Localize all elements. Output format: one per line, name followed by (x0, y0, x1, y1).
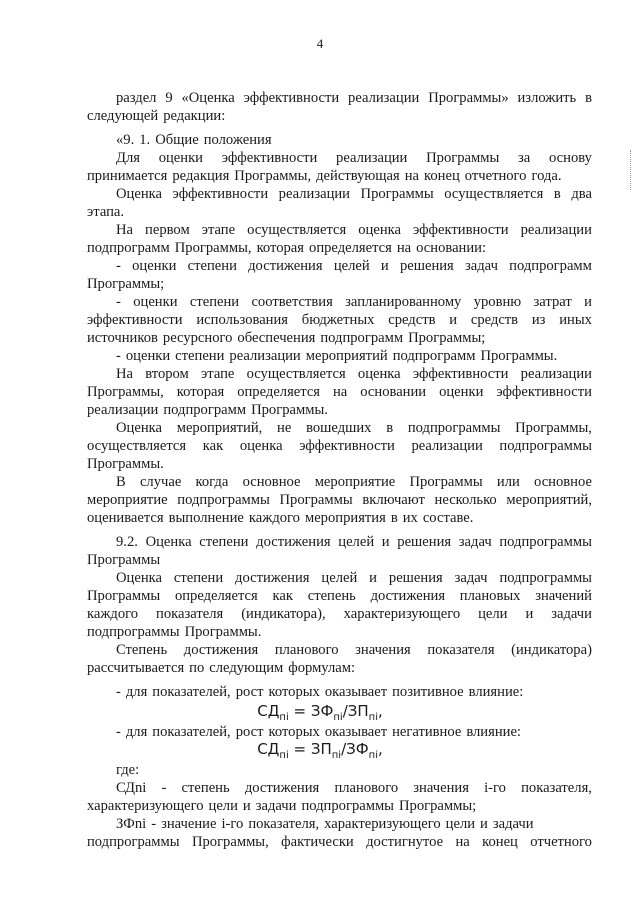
word: рост (235, 724, 264, 740)
word: рост (235, 684, 264, 700)
word: определяется (309, 240, 392, 256)
word: подпрограмм (163, 402, 247, 418)
word: достигнутое (366, 834, 444, 850)
text-line (87, 660, 592, 677)
word: подпрограммы (407, 420, 501, 436)
word: случае (139, 474, 182, 490)
text-line (87, 588, 592, 605)
word: на (455, 834, 470, 850)
word: характеризующего (324, 816, 441, 832)
word: Оценка (116, 420, 162, 436)
word: Программы; (87, 276, 165, 292)
word: реализации (520, 222, 592, 238)
word: - (161, 780, 167, 796)
word: этапа. (87, 204, 125, 220)
text-line (116, 642, 592, 659)
word: эффективности (243, 90, 340, 106)
word: не (277, 420, 292, 436)
formula: $СД_{пi} = ЗП_{пi}/ЗФ_{пi}$, (257, 740, 383, 761)
word: цели (445, 816, 476, 832)
word: достижения (183, 642, 259, 658)
word: оказывает (324, 684, 388, 700)
word: составе. (422, 510, 474, 526)
word: формулам: (288, 660, 356, 676)
text-line (116, 366, 592, 383)
word: показателей, (152, 724, 231, 740)
word: первом (145, 222, 190, 238)
text-line (87, 456, 592, 473)
word: планового (274, 642, 339, 658)
text-line (116, 684, 592, 701)
word: Программы» (428, 90, 509, 106)
word: как (202, 438, 224, 454)
word: - (151, 816, 157, 832)
word: значения (355, 642, 411, 658)
word: Программы. (480, 348, 558, 364)
text-line (87, 240, 592, 257)
word: значений (535, 588, 592, 604)
word: реализации (229, 348, 301, 364)
word: фактически (281, 834, 354, 850)
margin-mark (630, 150, 633, 190)
word: эффективности (299, 438, 395, 454)
word: которых (268, 724, 320, 740)
word: включают (362, 492, 425, 508)
word: следующей (87, 108, 159, 124)
word: задач (458, 534, 492, 550)
word: ЗФni (116, 816, 147, 832)
word: подпрограммы (301, 798, 394, 814)
word: где: (116, 762, 140, 778)
word: «9. (116, 132, 135, 148)
word: позитивное (392, 684, 464, 700)
word: (индикатора), (241, 606, 326, 622)
word: каждого (87, 606, 139, 622)
word: из (531, 312, 546, 328)
word: оценки (133, 294, 178, 310)
text-line (116, 762, 592, 779)
word: средств (470, 312, 519, 328)
word: и (381, 534, 390, 550)
word: степень (181, 780, 230, 796)
word: подпрограммы (499, 570, 592, 586)
word: эффективности (172, 186, 269, 202)
word: показателей, (152, 684, 231, 700)
word: - (116, 348, 121, 364)
word: ресурсного (162, 330, 233, 346)
text-line (87, 330, 592, 347)
word: Программы (87, 588, 161, 604)
word: реализации (278, 186, 350, 202)
word: «Оценка (181, 90, 235, 106)
word: подпрограмм (392, 348, 476, 364)
word: оценка (239, 438, 283, 454)
word: источников (87, 330, 158, 346)
word: осуществляется (246, 366, 346, 382)
word: эффективности (413, 222, 509, 238)
word: достижения (370, 588, 446, 604)
word: цели (208, 798, 238, 814)
word: Оценка (116, 570, 162, 586)
word: и (449, 312, 458, 328)
word: оценки (125, 348, 171, 364)
text-line (87, 204, 592, 221)
word: эффективности (87, 312, 183, 328)
word: которых (268, 684, 320, 700)
text-line (116, 816, 592, 833)
word: средств (388, 312, 436, 328)
text-line (116, 420, 592, 437)
word: оценки (158, 150, 203, 166)
word: оценки (132, 258, 177, 274)
word: как (272, 588, 293, 604)
word: степени (187, 258, 237, 274)
word: реализации (87, 402, 159, 418)
word: достижения (248, 258, 323, 274)
word: основное (242, 474, 301, 490)
word: мероприятий, (506, 492, 592, 508)
text-line (87, 624, 592, 641)
word: Оценка (116, 186, 162, 202)
word: года. (531, 168, 562, 184)
word: достижения (235, 570, 310, 586)
word: редакция (172, 168, 230, 184)
word: Программы (426, 150, 500, 166)
word: или (496, 474, 520, 490)
word: степени (175, 348, 225, 364)
word: подпрограммы (499, 438, 592, 454)
word: целей (333, 258, 370, 274)
word: запланированному (345, 294, 462, 310)
word: этапе (201, 366, 235, 382)
word: конец (424, 168, 460, 184)
word: Программы. (251, 402, 328, 418)
word: задачи (492, 816, 534, 832)
text-line (87, 108, 592, 125)
text-line (116, 186, 592, 203)
word: Программы. (87, 456, 164, 472)
word: действующая (316, 168, 400, 184)
word: Программы, (174, 240, 252, 256)
text-line (87, 510, 592, 527)
text-line (87, 438, 592, 455)
word: Программы (409, 474, 483, 490)
word: На (116, 366, 134, 382)
word: решения (399, 258, 454, 274)
word: реализации (411, 438, 483, 454)
word: осуществляется (247, 222, 347, 238)
word: для (125, 724, 148, 740)
word: оценка (358, 222, 401, 238)
word: эффективности (412, 366, 509, 382)
word: уровню (473, 294, 522, 310)
word: характеризующего (343, 606, 461, 622)
word: - (116, 684, 121, 700)
word: использования (196, 312, 288, 328)
word: оценки (439, 384, 484, 400)
word: достижения (244, 780, 320, 796)
word: которая (256, 240, 305, 256)
word: и (380, 258, 389, 274)
word: по (189, 660, 205, 676)
word: решения (397, 534, 452, 550)
word: Программы; (408, 330, 486, 346)
word: и (369, 570, 377, 586)
word: целей (321, 570, 358, 586)
word: иных (559, 312, 592, 328)
word: редакции: (163, 108, 226, 124)
word: обеспечения (237, 330, 316, 346)
word: эффективности (221, 150, 318, 166)
word: подпрограмм (87, 240, 170, 256)
word: изложить (517, 90, 577, 106)
word: когда (195, 474, 229, 490)
text-line (87, 606, 592, 623)
word: и (525, 606, 534, 622)
word: i-го (484, 780, 506, 796)
text-line (116, 570, 592, 587)
word: основании: (416, 240, 487, 256)
text-line (116, 258, 592, 275)
word: выполнение (168, 510, 244, 526)
word: 9.2. (116, 534, 138, 550)
text-line (116, 294, 592, 311)
word: i-го (221, 816, 244, 832)
text-line (116, 474, 592, 491)
word: влияние: (468, 684, 524, 700)
word: которая (176, 384, 225, 400)
word: Общие (155, 132, 199, 148)
word: мероприятие (314, 474, 396, 490)
word: подпрограммы (177, 492, 270, 508)
word: - (116, 724, 121, 740)
text-line (116, 132, 592, 149)
word: оказывает (324, 724, 388, 740)
word: два (571, 186, 592, 202)
text-line (87, 384, 592, 401)
word: (индикатора) (511, 642, 592, 658)
word: подпрограмм (509, 258, 592, 274)
word: каждого (248, 510, 300, 526)
word: основное (534, 474, 592, 490)
word: подпрограммы (87, 834, 180, 850)
word: Программы; (399, 798, 477, 814)
word: за (518, 150, 531, 166)
word: определяется (237, 384, 321, 400)
word: положения (203, 132, 272, 148)
word: отчетного (464, 168, 527, 184)
word: реализации (348, 90, 420, 106)
word: в (585, 90, 592, 106)
word: следующим (209, 660, 284, 676)
word: несколько (434, 492, 497, 508)
word: показателя (156, 606, 224, 622)
word: значение (161, 816, 217, 832)
word: и (480, 816, 488, 832)
word: Степень (116, 642, 168, 658)
word: осуществляется (87, 438, 187, 454)
word: Программы (279, 492, 353, 508)
word: Программы. (184, 624, 262, 640)
word: их (402, 510, 418, 526)
word: показателя, (521, 780, 592, 796)
word: отчетного (530, 834, 592, 850)
word: конец (482, 834, 518, 850)
word: степень (307, 588, 356, 604)
word: для (125, 684, 148, 700)
word: решения (388, 570, 443, 586)
word: Программы, (234, 168, 312, 184)
word: мероприятий, (176, 420, 263, 436)
word: вошедших (306, 420, 372, 436)
word: принимается (87, 168, 168, 184)
word: мероприятий (305, 348, 388, 364)
text-line (116, 780, 592, 797)
text-line (116, 222, 592, 239)
word: затрат (533, 294, 572, 310)
text-line (87, 168, 592, 185)
word: степени (189, 294, 240, 310)
word: Программы, (87, 384, 164, 400)
word: основании (360, 384, 427, 400)
word: планового (334, 780, 399, 796)
word: достижения (256, 534, 331, 550)
word: Программы, (515, 420, 592, 436)
word: определяется (174, 588, 258, 604)
word: мероприятие (87, 492, 168, 508)
word: задачи (551, 606, 592, 622)
word: на (332, 384, 348, 400)
word: осуществляется (444, 186, 544, 202)
word: показателя, (248, 816, 320, 832)
word: Для (116, 150, 140, 166)
word: показателя (427, 642, 495, 658)
word: на (396, 240, 412, 256)
word: 1. (139, 132, 151, 148)
text-line (87, 552, 592, 569)
word: мероприятия (304, 510, 386, 526)
word: втором (145, 366, 189, 382)
word: этапе (201, 222, 236, 238)
text-line (116, 348, 592, 365)
word: 9 (165, 90, 173, 106)
text-line (116, 150, 592, 167)
word: Оценка (145, 534, 192, 550)
text-line (87, 834, 592, 851)
word: оценка (357, 366, 401, 382)
word: - (116, 294, 121, 310)
word: основу (549, 150, 592, 166)
word: подпрограммы (87, 624, 180, 640)
word: Программы (87, 552, 161, 568)
word: оценивается (87, 510, 164, 526)
text-line (87, 798, 592, 815)
word: целей (338, 534, 375, 550)
word: в (386, 420, 394, 436)
word: и (242, 798, 251, 814)
text-line (116, 534, 592, 551)
word: плановых (459, 588, 521, 604)
text-line (87, 312, 592, 329)
word: и (584, 294, 592, 310)
word: рассчитывается (87, 660, 185, 676)
word: Программы, (191, 834, 269, 850)
word: соответствия (251, 294, 333, 310)
word: задач (454, 570, 488, 586)
word: эффективности (496, 384, 592, 400)
page-number: 4 (316, 36, 324, 51)
word: в (553, 186, 561, 202)
word: Программы (360, 186, 434, 202)
word: бюджетных (301, 312, 375, 328)
formula: $СД_{пi} = ЗФ_{пi}/ЗП_{пi}$, (257, 702, 383, 723)
word: задачи (255, 798, 297, 814)
word: в (390, 510, 398, 526)
word: характеризующего (87, 798, 204, 814)
text-line (87, 276, 592, 293)
word: влияние: (466, 724, 521, 740)
text-line (116, 90, 592, 107)
word: реализации (520, 366, 592, 382)
text-line (87, 492, 592, 509)
word: СДni (116, 780, 147, 796)
word: раздел (116, 90, 157, 106)
word: На (116, 222, 134, 238)
word: степени (199, 534, 249, 550)
word: степени (173, 570, 224, 586)
word: цели (478, 606, 508, 622)
word: подпрограмм (320, 330, 404, 346)
word: подпрограммы (499, 534, 592, 550)
text-line (116, 724, 592, 741)
word: на (404, 168, 420, 184)
word: задач (465, 258, 498, 274)
word: В (116, 474, 126, 490)
word: значения (413, 780, 469, 796)
word: негативное (392, 724, 462, 740)
word: реализации (336, 150, 408, 166)
text-line (87, 402, 592, 419)
word: - (116, 258, 121, 274)
